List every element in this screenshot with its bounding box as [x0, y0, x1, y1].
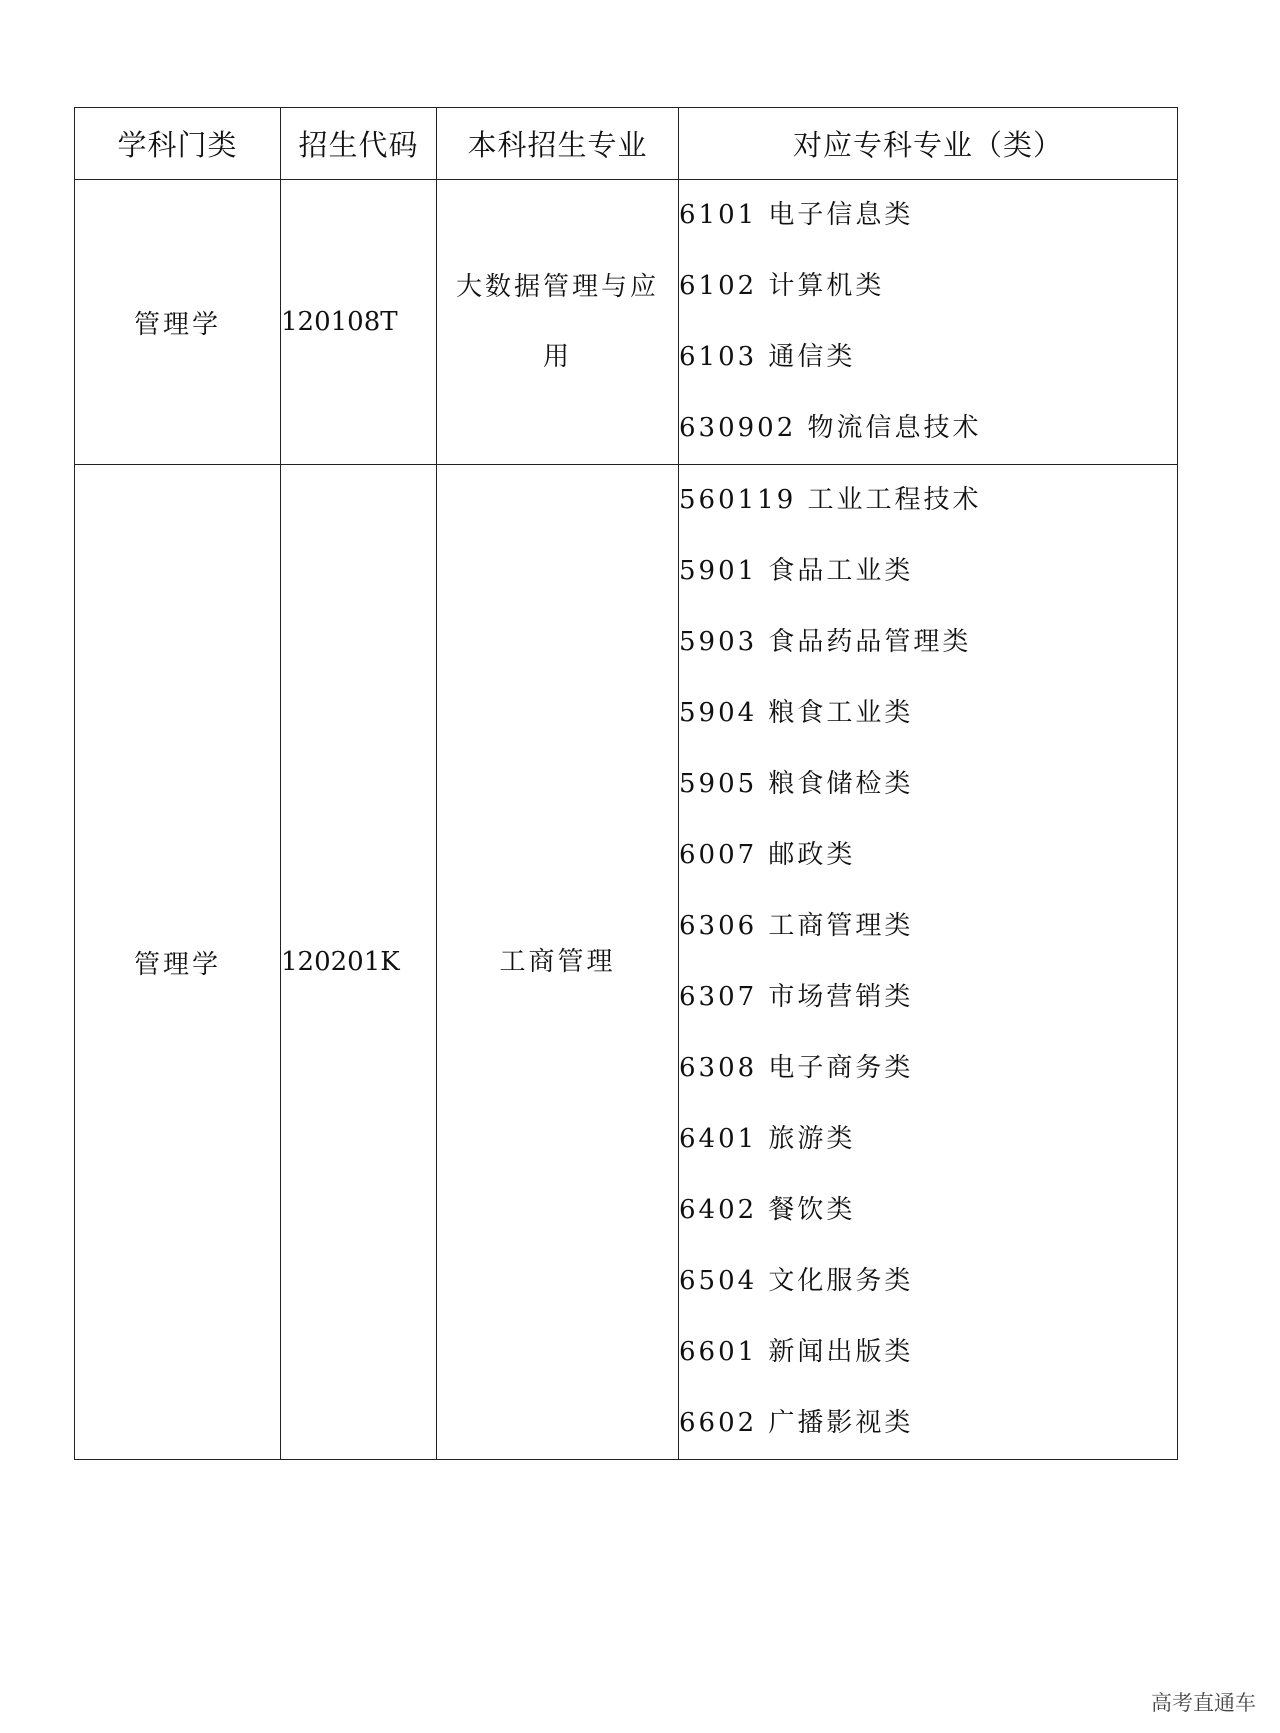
- major-name: 工商管理: [499, 947, 616, 977]
- major-cell: [437, 465, 679, 1460]
- list-item: 6308 电子商务类: [679, 1053, 914, 1083]
- category-cell: 管理学: [75, 465, 281, 1460]
- list-item: 6307 市场营销类: [679, 982, 914, 1012]
- watermark: 高考直通车: [1151, 1691, 1256, 1715]
- list-item: 630902 物流信息技术: [679, 413, 982, 443]
- major-name: 大数据管理与应用: [455, 272, 659, 372]
- header-row: [75, 108, 1178, 180]
- header-code: 招生代码: [281, 108, 437, 180]
- list-item: 560119 工业工程技术: [679, 485, 982, 515]
- code-cell: 120108T: [281, 180, 437, 465]
- list-item: 6602 广播影视类: [679, 1408, 914, 1438]
- list-item: 6103 通信类: [679, 342, 856, 372]
- list-item: 5903 食品药品管理类: [679, 627, 972, 657]
- list-item: 5904 粮食工业类: [679, 698, 914, 728]
- category-cell: 管理学: [75, 180, 281, 465]
- list-item: 6504 文化服务类: [679, 1266, 914, 1296]
- list-item: 6402 餐饮类: [679, 1195, 856, 1225]
- header-major: 本科招生专业: [437, 108, 679, 180]
- list-item: 6101 电子信息类: [679, 200, 914, 230]
- major-cell: [437, 180, 679, 465]
- header-related: 对应专科专业（类）: [679, 108, 1178, 180]
- related-list: [679, 180, 1178, 465]
- code-cell: 120201K: [281, 465, 437, 1460]
- table-row: [75, 465, 1178, 1460]
- list-item: 5901 食品工业类: [679, 556, 914, 586]
- list-item: 6306 工商管理类: [679, 911, 914, 941]
- table-row: [75, 180, 1178, 465]
- header-category: 学科门类: [75, 108, 281, 180]
- list-item: 6007 邮政类: [679, 840, 856, 870]
- list-item: 6601 新闻出版类: [679, 1337, 914, 1367]
- list-item: 6401 旅游类: [679, 1124, 856, 1154]
- related-list: [679, 465, 1178, 1460]
- majors-table: [74, 107, 1178, 1460]
- list-item: 5905 粮食储检类: [679, 769, 914, 799]
- list-item: 6102 计算机类: [679, 271, 885, 301]
